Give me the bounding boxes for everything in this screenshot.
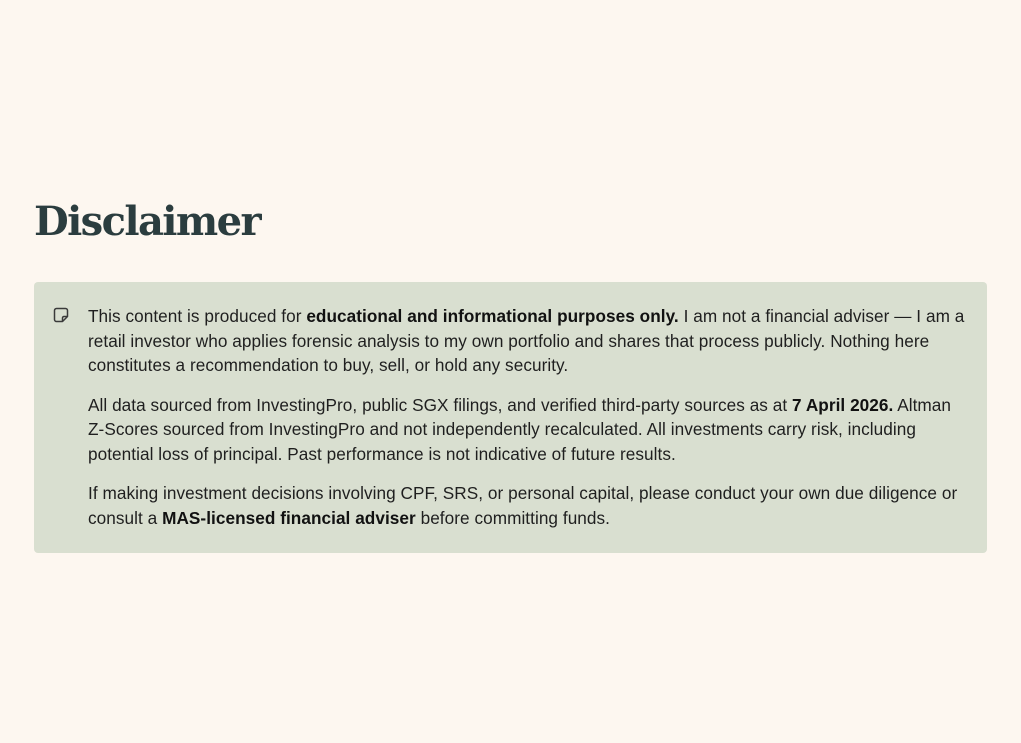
text-segment: This content is produced for: [88, 306, 307, 326]
text-segment: I am not a financial adviser — I am a retail investor who applies forensic analysis to my own portfolio and shares that process publicly. Nothing here constitutes a recommendation to buy, sell, or hold any security.: [88, 306, 965, 375]
text-segment: All data sourced from InvestingPro, public SGX filings, and verified third-party sources as at: [88, 394, 793, 415]
text-segment: Altman Z-Scores sourced from InvestingPro and not independently recalculated. All investments carry risk, including potential loss of principal. Past performance is not indicative of future results.: [88, 394, 952, 464]
note-icon: [53, 307, 69, 323]
disclaimer-paragraph-educational: [88, 304, 967, 378]
text-segment: If making investment decisions involving CPF, SRS, or personal capital, please conduct your own due diligence or consult a: [88, 483, 958, 528]
disclaimer-box: [34, 282, 987, 553]
disclaimer-paragraph-data-sources: [88, 393, 967, 467]
text-segment-bold: MAS-licensed financial adviser: [162, 507, 416, 528]
disclaimer-paragraph-advice: [88, 481, 967, 530]
text-segment-bold: educational and informational purposes only.: [306, 306, 679, 326]
page-title: Disclaimer: [34, 198, 260, 245]
text-segment-bold: 7 April 2026.: [792, 394, 894, 415]
text-segment: before committing funds.: [415, 507, 610, 528]
